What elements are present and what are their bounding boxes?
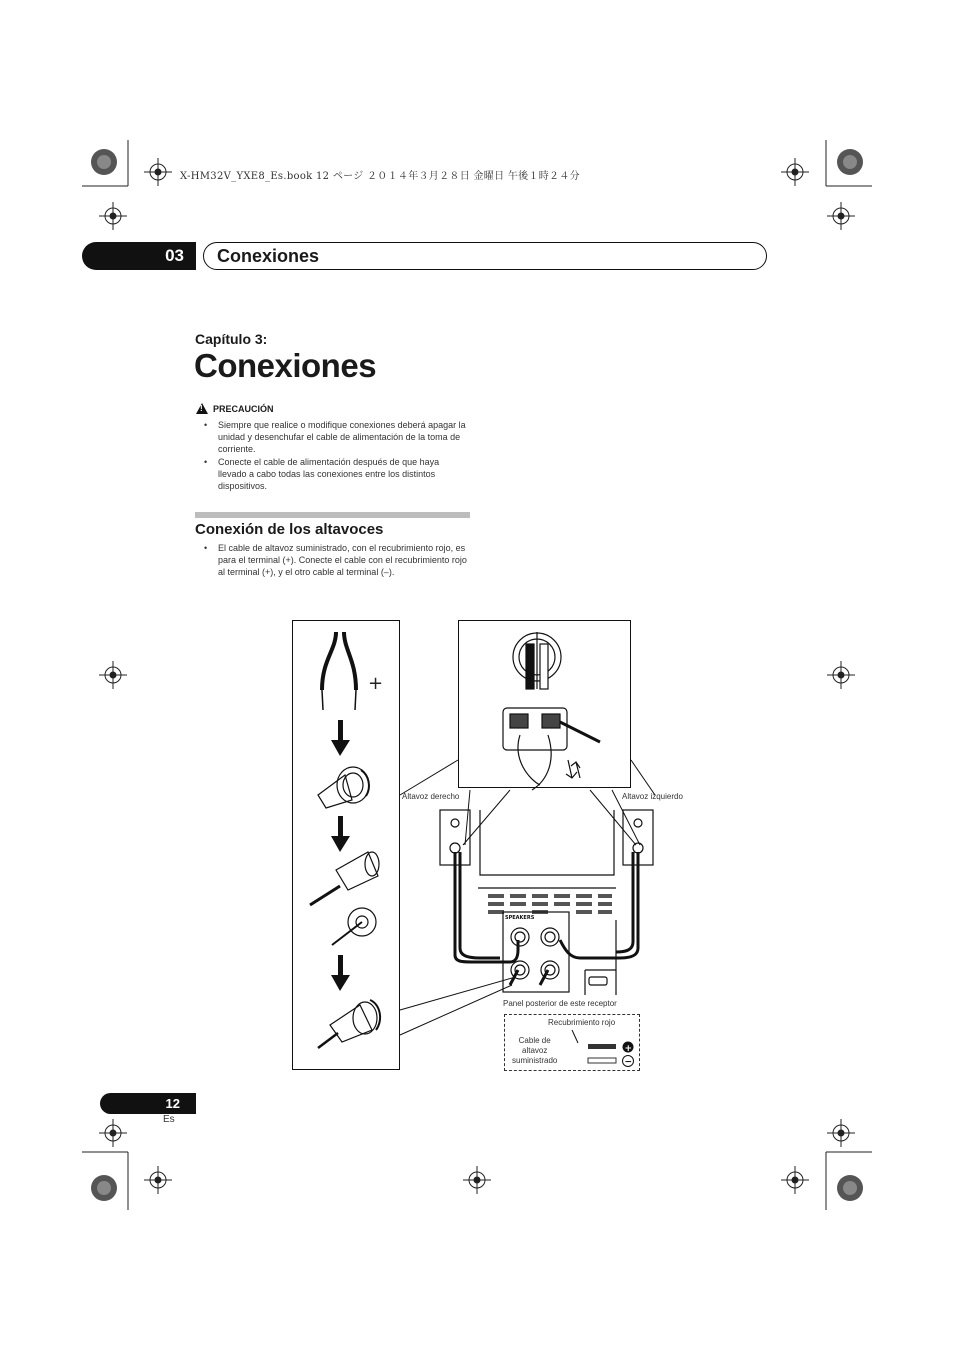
cable-label-line: altavoz bbox=[522, 1046, 548, 1055]
chapter-number-badge: 03 bbox=[82, 242, 196, 270]
speaker-icon bbox=[440, 810, 653, 865]
page-title: Conexiones bbox=[194, 347, 377, 384]
caution-heading-text: PRECAUCIÓN bbox=[213, 403, 274, 414]
minus-symbol: − bbox=[624, 1057, 633, 1068]
plus-symbol: + bbox=[624, 1044, 633, 1054]
receiver-rear-panel bbox=[478, 810, 616, 995]
page-number: 12 bbox=[100, 1093, 196, 1114]
cable-label-line: Cable de bbox=[518, 1036, 551, 1045]
red-coating-label: Recubrimiento rojo bbox=[548, 1018, 616, 1027]
terminal-knob-icon bbox=[310, 852, 379, 945]
list-item: • Siempre que realice o modifique conexiones deberá apagar la unidad y desenchufar el cable de alimentación de la toma de corriente. bbox=[196, 419, 468, 455]
speaker-cable bbox=[455, 852, 638, 985]
terminal-closeup-icon bbox=[503, 632, 600, 790]
down-arrow-icon bbox=[331, 720, 350, 991]
terminal-knob-icon bbox=[318, 1000, 380, 1048]
terminal-knob-icon bbox=[318, 767, 369, 808]
cable-label-line: suministrado bbox=[512, 1056, 558, 1065]
list-item: • Conecte el cable de alimentación después de que haya llevado a cabo todas las conexiones entre los distintos dispositivos. bbox=[196, 456, 468, 492]
print-header: X-HM32V_YXE8_Es.book 12 ページ ２０１４年３月２８日 金曜日 午後１時２４分 bbox=[180, 171, 580, 182]
list-item: • El cable de altavoz suministrado, con el recubrimiento rojo, es para el terminal (+). Conecte el cable con el recubrimiento rojo al terminal (+), y el otro cable al terminal (–). bbox=[196, 542, 468, 578]
speaker-right-label: Altavoz derecho bbox=[402, 792, 460, 801]
section-title: Conexión de los altavoces bbox=[195, 521, 384, 538]
speaker-left-label: Altavoz izquierdo bbox=[622, 792, 683, 801]
rear-panel-label: Panel posterior de este receptor bbox=[503, 999, 617, 1008]
plus-sign: + bbox=[368, 673, 384, 694]
split-cable-icon bbox=[322, 632, 356, 710]
chapter-label: Capítulo 3: bbox=[195, 331, 268, 347]
language-code: Es bbox=[163, 1114, 175, 1125]
supplied-cable-label bbox=[512, 1036, 557, 1066]
chapter-header-title: Conexiones bbox=[203, 242, 767, 270]
speakers-terminal-label: SPEAKERS bbox=[505, 915, 535, 921]
